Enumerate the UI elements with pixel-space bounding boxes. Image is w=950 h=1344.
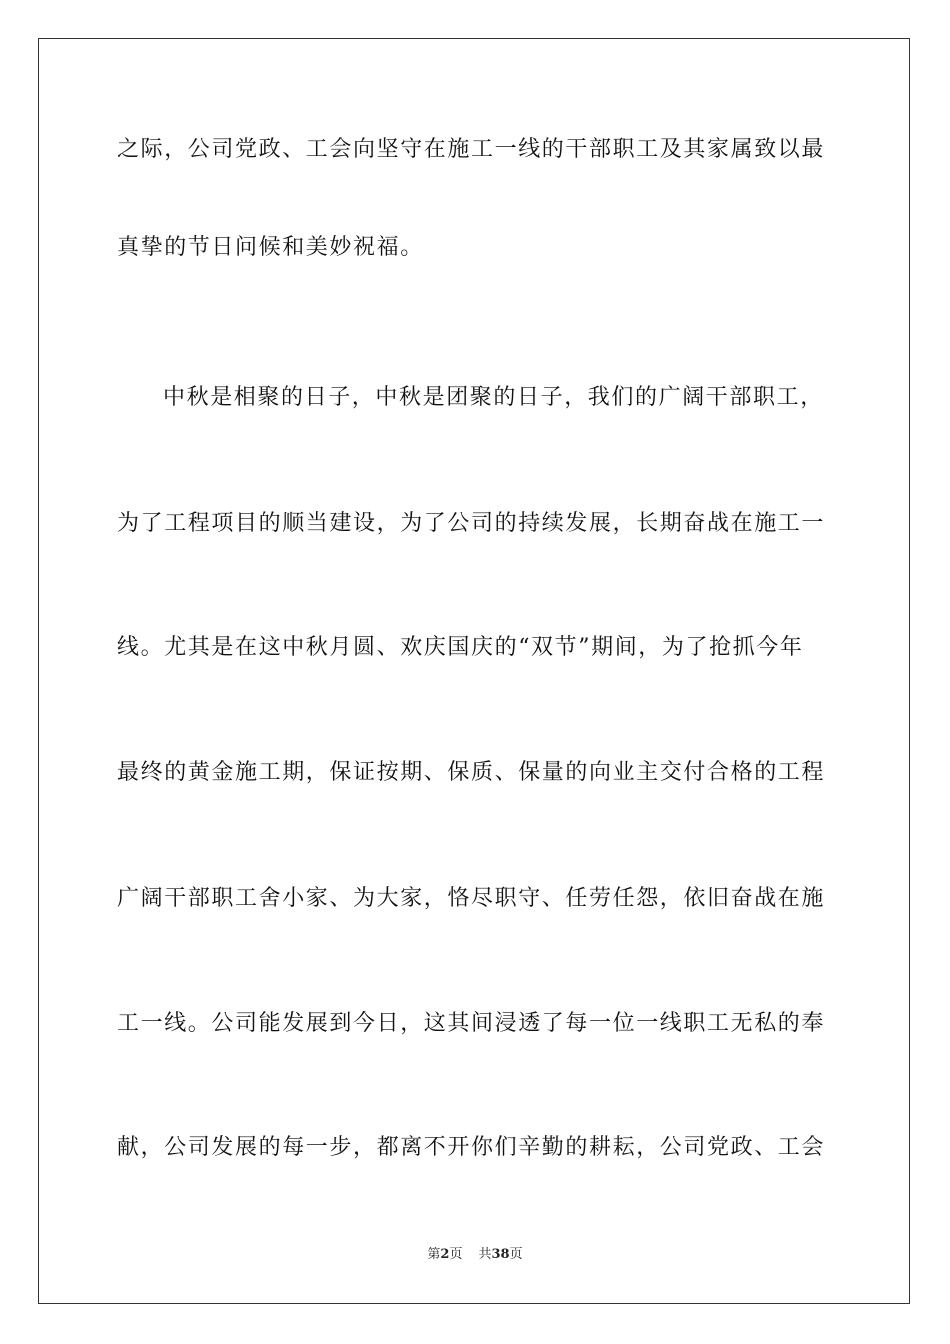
page-suffix: 页	[449, 1247, 463, 1262]
body-text-line-5: 线。尤其是在这中秋月圆、欢庆国庆的“双节”期间，为了抢抓今年	[117, 635, 804, 660]
page-footer	[0, 1246, 950, 1264]
body-text-line-8: 工一线。公司能发展到今日，这其间浸透了每一位一线职工无私的奉	[117, 1011, 826, 1036]
body-text-line-9: 献，公司发展的每一步，都离不开你们辛勤的耕耘，公司党政、工会	[117, 1135, 826, 1160]
page-prefix: 第	[427, 1247, 441, 1262]
body-text-line-6: 最终的黄金施工期，保证按期、保质、保量的向业主交付合格的工程	[117, 760, 826, 785]
total-prefix: 共	[478, 1247, 492, 1262]
page-border	[38, 38, 910, 1304]
total-suffix: 页	[509, 1247, 523, 1262]
total-pages: 38	[491, 1247, 510, 1262]
body-text-line-2: 真挚的节日问候和美妙祝福。	[117, 235, 424, 260]
body-text-line-4: 为了工程项目的顺当建设，为了公司的持续发展，长期奋战在施工一	[117, 511, 826, 536]
page-number: 2	[440, 1247, 450, 1262]
body-text-line-1: 之际，公司党政、工会向坚守在施工一线的干部职工及其家属致以最	[117, 137, 826, 162]
body-text-line-7: 广阔干部职工舍小家、为大家，恪尽职守、任劳任怨，依旧奋战在施	[117, 886, 826, 911]
body-text-line-3: 中秋是相聚的日子，中秋是团聚的日子，我们的广阔干部职工，	[163, 385, 824, 410]
